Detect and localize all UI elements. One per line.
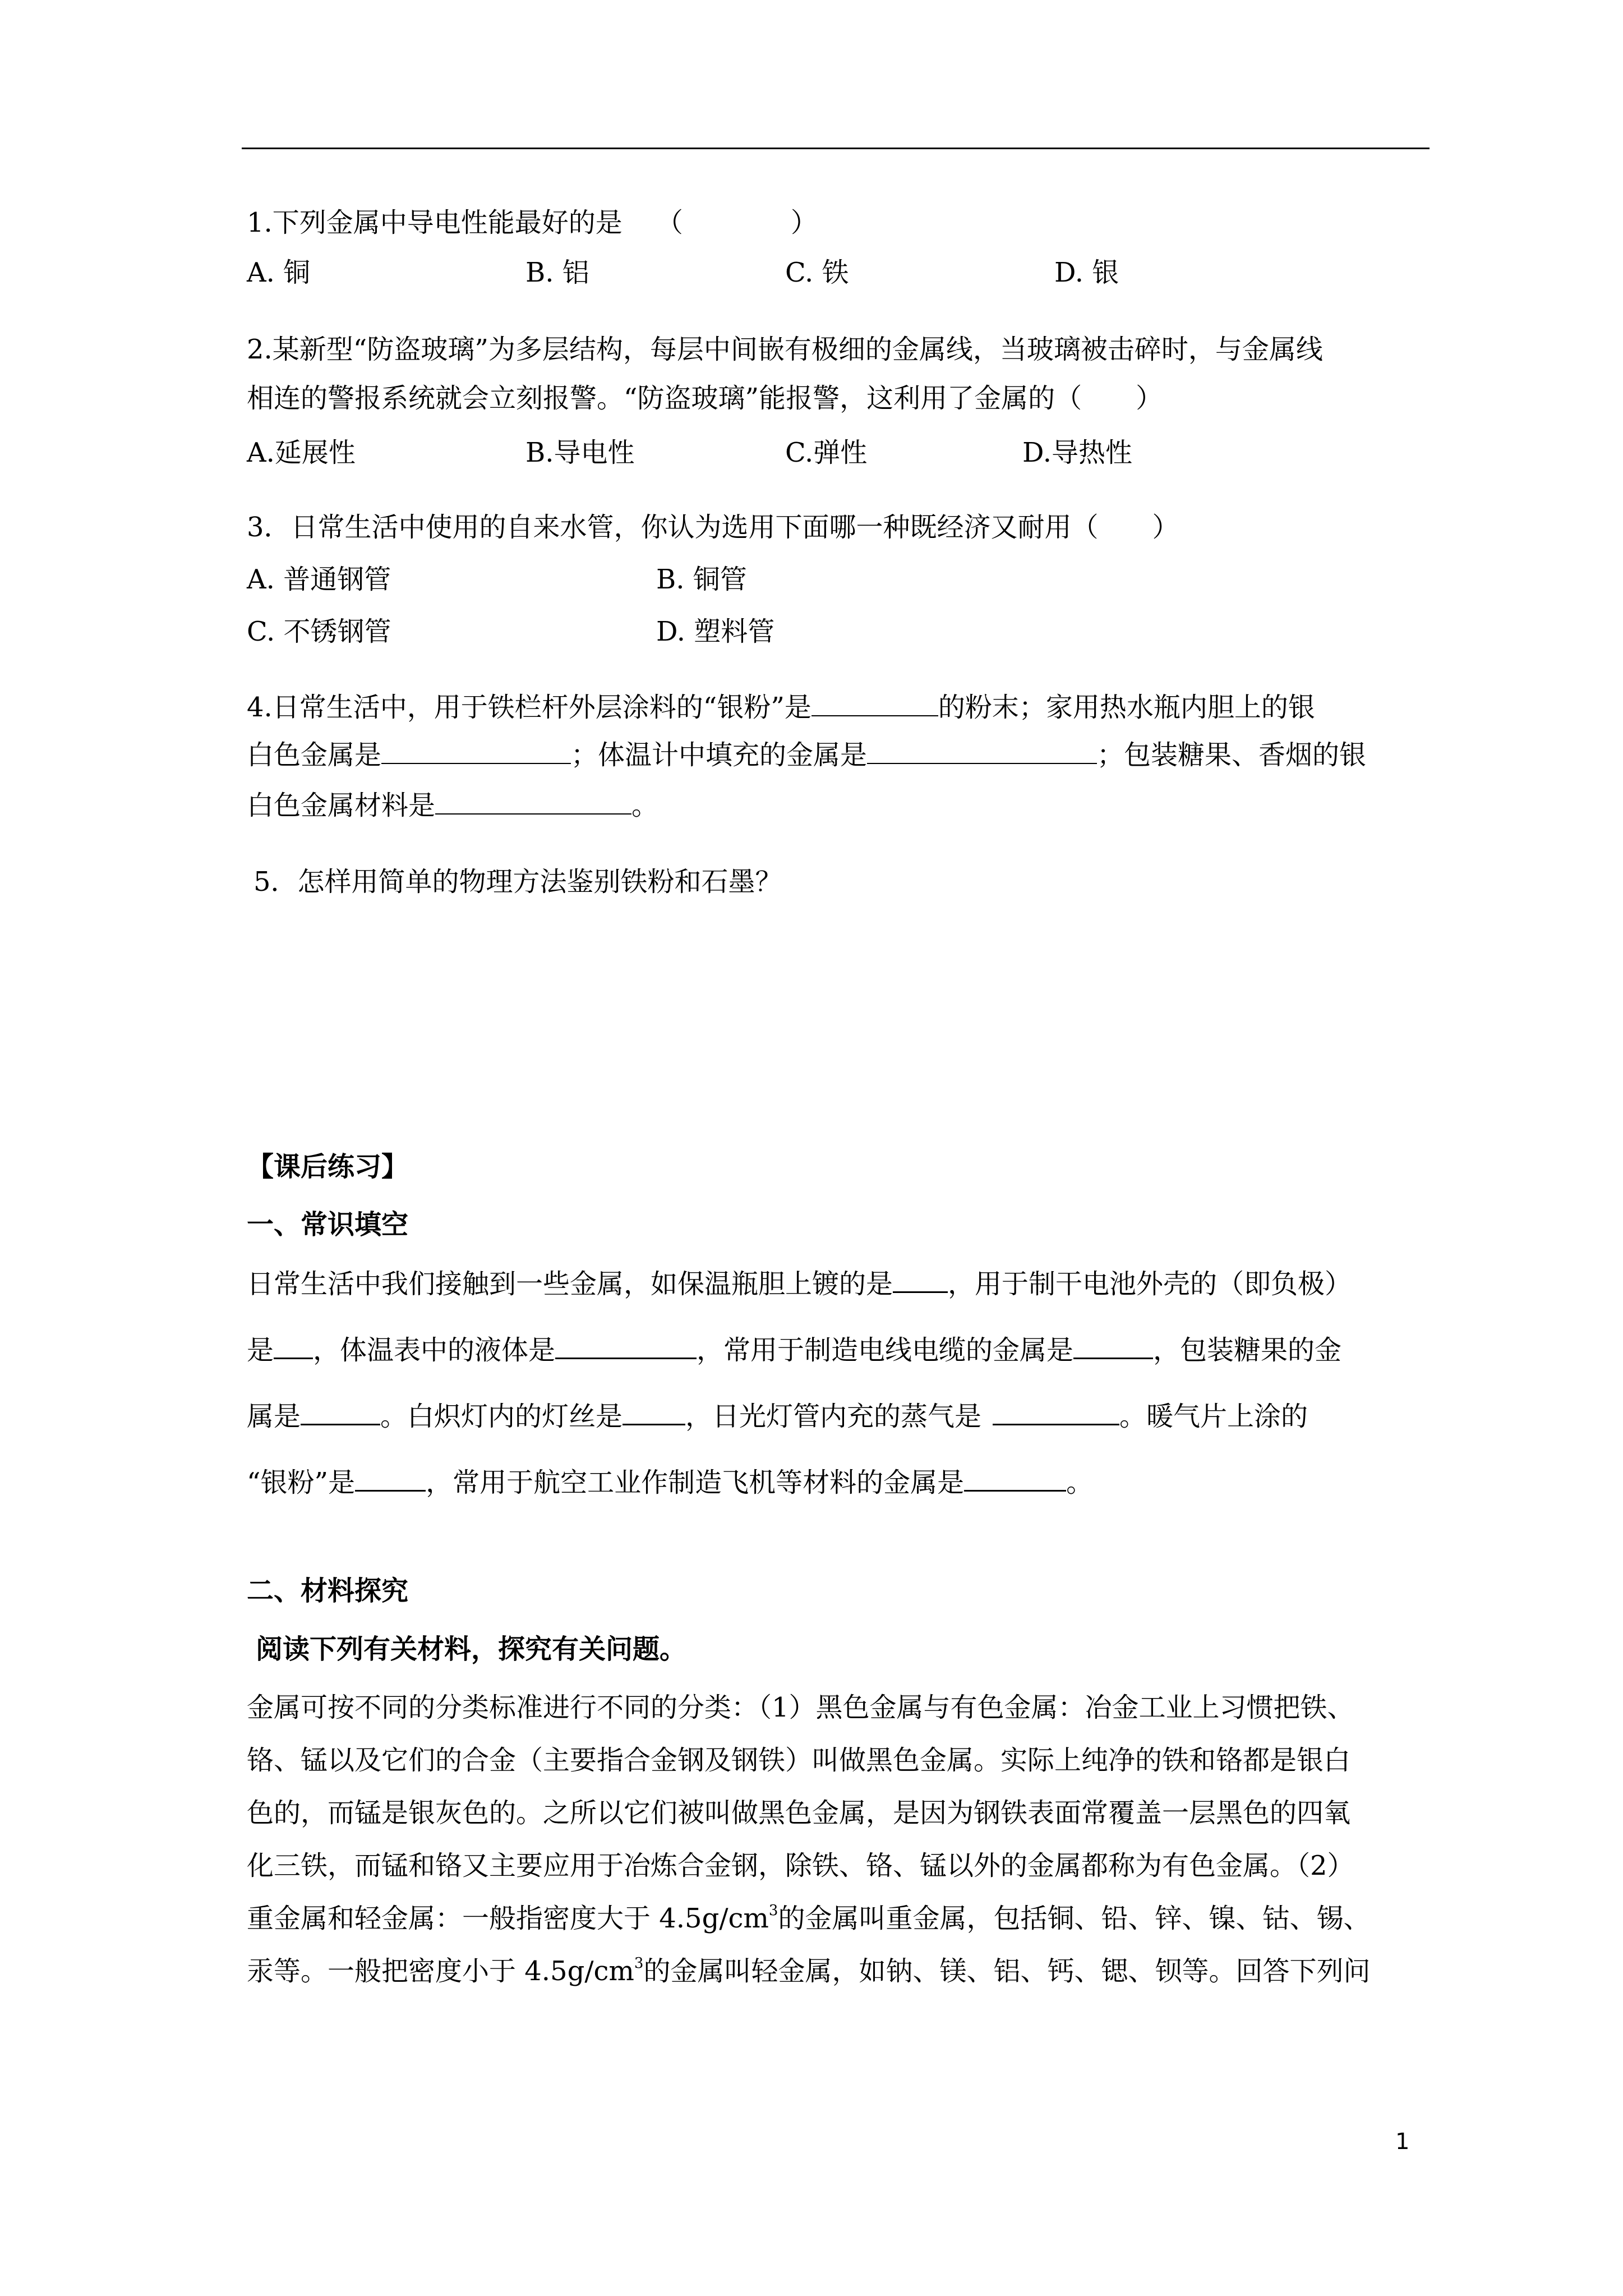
question-2-option-d: D.导热性	[1022, 437, 1133, 468]
question-4-line-2: 白色金属是 ；体温计中填充的金属是 ；包装糖果、香烟的银	[247, 739, 1367, 771]
material-intro: 阅读下列有关材料，探究有关问题。	[256, 1634, 687, 1665]
answer-blank[interactable]	[893, 1267, 948, 1293]
question-5-stem: 5．怎样用简单的物理方法鉴别铁粉和石墨？	[253, 866, 782, 898]
question-4-line-3: 白色金属材料是 。	[247, 790, 659, 821]
question-3-option-c: C. 不锈钢管	[247, 616, 391, 647]
question-2-line-1: 2.某新型“防盗玻璃”为多层结构，每层中间嵌有极细的金属线，当玻璃被击碎时，与金属线	[247, 334, 1323, 365]
answer-blank[interactable]	[435, 789, 631, 815]
answer-blank[interactable]	[301, 1399, 380, 1425]
material-paragraph-line: 金属可按不同的分类标准进行不同的分类：（1）黑色金属与有色金属：冶金工业上习惯把铁、	[247, 1692, 1354, 1723]
page-number: 1	[1395, 2129, 1410, 2155]
question-1-option-a: A. 铜	[247, 257, 311, 288]
answer-blank[interactable]	[811, 691, 938, 716]
answer-blank[interactable]	[555, 1333, 697, 1359]
question-3-option-b: B. 铜管	[656, 564, 747, 595]
material-paragraph-line: 色的，而锰是银灰色的。之所以它们被叫做黑色金属，是因为钢铁表面常覆盖一层黑色的四氧	[247, 1797, 1351, 1829]
question-1-option-b: B. 铝	[525, 257, 589, 288]
question-2-option-a: A.延展性	[247, 437, 356, 468]
material-paragraph-line: 汞等。一般把密度小于 $4.5g/cm^3$的金属叫轻金属，如钠、镁、铝、钙、锶、钡等。回答下列问	[247, 1955, 1371, 1987]
answer-blank[interactable]	[623, 1399, 685, 1425]
question-1-option-c: C. 铁	[785, 257, 849, 288]
section-heading-material: 二、材料探究	[247, 1575, 409, 1607]
fill-in-line-3: 属是 。白炽灯内的灯丝是 ，日光灯管内充的蒸气是 。暖气片上涂的	[247, 1399, 1308, 1433]
fill-in-line-2: 是 ，体温表中的液体是 ，常用于制造电线电缆的金属是 ，包装糖果的金	[247, 1333, 1341, 1367]
answer-blank[interactable]	[867, 738, 1097, 764]
answer-blank[interactable]	[355, 1465, 426, 1492]
header-rule	[242, 148, 1430, 149]
question-3-option-a: A. 普通钢管	[247, 564, 391, 595]
question-1-option-d: D. 银	[1054, 257, 1119, 288]
answer-blank[interactable]	[381, 738, 571, 764]
answer-blank[interactable]	[274, 1333, 313, 1359]
question-2-option-c: C.弹性	[785, 437, 868, 468]
section-heading-practice: 【课后练习】	[247, 1151, 409, 1182]
question-4-line-1: 4.日常生活中，用于铁栏杆外层涂料的“银粉”是 的粉末；家用热水瓶内胆上的银	[247, 692, 1315, 723]
fill-in-line-1: 日常生活中我们接触到一些金属，如保温瓶胆上镀的是 ，用于制干电池外壳的（即负极）	[247, 1267, 1352, 1301]
question-1-stem: 1.下列金属中导电性能最好的是 （ ）	[247, 207, 818, 238]
answer-blank[interactable]	[1073, 1333, 1153, 1359]
question-3-stem: 3．日常生活中使用的自来水管，你认为选用下面哪一种既经济又耐用（ ）	[247, 512, 1179, 543]
answer-blank[interactable]	[964, 1465, 1066, 1492]
fill-in-line-4: “银粉”是 ，常用于航空工业作制造飞机等材料的金属是 。	[247, 1465, 1093, 1499]
question-3-option-d: D. 塑料管	[656, 616, 775, 647]
material-paragraph-line: 重金属和轻金属：一般指密度大于 $4.5g/cm^3$的金属叫重金属，包括铜、铅、锌、镍、钴、锡、	[247, 1902, 1371, 1934]
material-paragraph-line: 化三铁，而锰和铬又主要应用于冶炼合金钢，除铁、铬、锰以外的金属都称为有色金属。（2）	[247, 1850, 1354, 1881]
section-heading-fill-in: 一、常识填空	[247, 1209, 409, 1240]
question-2-line-2: 相连的警报系统就会立刻报警。“防盗玻璃”能报警，这利用了金属的（ ）	[247, 383, 1163, 414]
material-paragraph-line: 铬、锰以及它们的合金（主要指合金钢及钢铁）叫做黑色金属。实际上纯净的铁和铬都是银白	[247, 1745, 1351, 1776]
answer-blank[interactable]	[993, 1399, 1119, 1425]
question-2-option-b: B.导电性	[525, 437, 635, 468]
